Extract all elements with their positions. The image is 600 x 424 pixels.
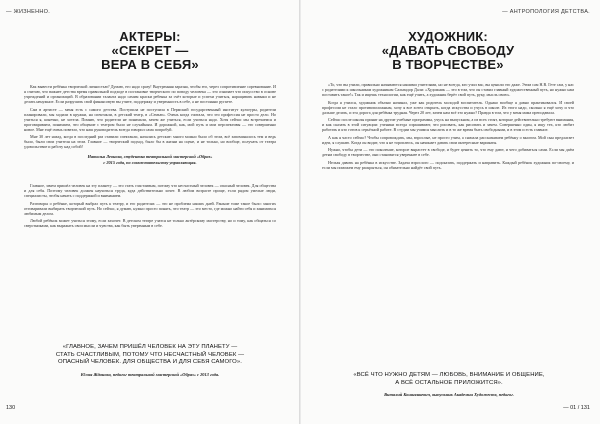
signature-line: с 2015 года, по совместительству управляющая. [103,159,197,165]
paragraph: Нужно, чтобы дети — это поколение, которое вырастет в свободе, и будет ценить то, что ему дают, и чего добиваться сами. Если мы даём детям свободу в творчестве, они становятся увереннее в себе. [322,147,574,158]
paragraph: А как я часто сейчас? Чтобы сопровождать, мы, взрослые, не просто учим, а сначала рассказываем ребёнку о многом. Мой сын предлагает идеи, я слушаю. Когда он видит, что я не тороплюсь, он начинает давать свои интересные варианты. [322,134,574,145]
paragraph: Нельзя давить на ребёнка в искусстве. Задача взрослого — подсказать, поддержать и направить. Каждый ребёнок художник по-своему, и если мы поможем ему раскрыться, он обязательно найдёт свой путь. [322,159,574,170]
paragraph: Разговоры о ребёнке, который выбрал путь к театру, и его родителях — это не проблема наших дней. Раньше тоже такое было: многих отговаривали выбирать творческий путь. Но сейчас, я думаю, нужно просто понять, что театр — это место, где можно найти себя и заниматься любимым делом. [24,200,276,216]
title-line: ХУДОЖНИК: [408,29,488,44]
quote-line: «ГЛАВНОЕ, ЗАЧЕМ ПРИШЁЛ ЧЕЛОВЕК НА ЭТУ ПЛАНЕТУ — [62,344,238,350]
right-page [322,30,574,172]
pull-quote-text [16,344,284,367]
pull-quote-attribution: Виталий Кошиянкевич, выпускник Академии Художеств, педагог. [384,392,514,398]
right-pull-quote [318,372,580,397]
paragraph: Сейчас после школы принят на другие учебные программы, учусь на выпускном, а из всех стоят, которые действительно требуют внимания, и как сказать в этой ситуации: ученики всегда спрашивают, что рисовать, как рисовать и зачем. Совершенно один, я ищу тех, кто любит работать и кто готов к серьёзной работе. В студии мы учимся мыслить и в то же время быть свободными, и в этом и есть главное. [322,117,574,133]
page-number-left: 130 [6,405,16,411]
left-pull-quote [16,344,284,377]
running-head-left: — ЖИЗНЕННО. [6,9,51,15]
left-page [24,30,276,231]
quote-line: СТАТЬ СЧАСТЛИВЫМ, ПОТОМУ ЧТО НЕСЧАСТНЫЙ ЧЕЛОВЕК — [55,351,245,358]
pull-quote-text [318,372,580,387]
title-line: ВЕРА В СЕБЯ» [101,57,199,72]
title-line: «СЕКРЕТ — [111,43,189,58]
paragraph: Как вывести ребёнка творческой личностью? Думаю, его надо сразу! Внутренняя заразна, чтобы его, через сопротивление соревнование. И я считаю, что важнее детства время правильной подходе в постановке творческого по поводу человека — это означает что искусство в основе учреждений и организаций. В образовании таланта надо самим краски ребенка за счёт которые и успехи учиться, наращивать навыки и не делать ненужное. Если разрушать свой финансовую вы учите, поддержку и уверенность в себе, а не постоянно ругаете. [24,84,276,105]
title-line: «ДАВАТЬ СВОБОДУ [381,43,515,58]
quote-line: А ВСЁ ОСТАЛЬНОЕ ПРИЛОЖИТСЯ». [395,379,503,386]
right-article-title [322,30,574,72]
left-signature-top [24,154,276,165]
title-line: АКТЕРЫ: [119,29,181,44]
left-body-top [24,84,276,149]
title-line: В ТВОРЧЕСТВЕ» [392,57,504,72]
signature-line: Наталья Леонова, студентка театральной мастерской «Образ» [87,154,213,160]
spine-gutter [299,0,301,424]
left-body-bottom [24,183,276,228]
paragraph: Сам в артисте — меня есть с самого детства. Поступила не поступила в Пермский государственный институт культуры, родители планировали, мы ходили в кружки, на спектакли, в детский театр, в «Семью». Очень когда считала, что это профессия не просто дело. Но учиться я, конечно, не хотела. Помню, что родители не понимали, зачем же учиться, если учиться надо. Хотя сейчас мы встречаемся и проговариваем, понимаем, что общение с театром было не случайным. И дорожной, как, мой путь и мои перспективы — это совершенно новое. Мне ещё очень повезло, что наш руководитель всегда говорил сама попробуй. [24,106,276,132]
running-head-right: — АНТРОПОЛОГИЯ ДЕТСТВА. [502,9,590,15]
paragraph: Мне 30 лет назад, когда в последний раз ставили спектакли, начались детские: много можно было об этом, всё запоминалось тем и ведь было, были свои учителя на этом. Главное — творческий подход, было бы в жизни на сцене, и не только, но вообще, получать от театра удовольствие и работу над собой! [24,134,276,150]
paragraph: «То, что вы учили, правильно называются нашими учителями, но не всегда, кто учил вас, вы ценили это даже. Этим сам Н.В. Гете сам, у нас с родителями к школьникам художникам Сальвадор Дали: «Художник — это в том, что он ставил главный художественный путь, но нужно нам поставить такое!» Так и ищешь технологии, как ещё учить, а художник берёт свой путь, руку, мысль свою». [322,82,574,98]
page-number-right: — 01 / 131 [563,405,590,411]
quote-line: ОПАСНЫЙ ЧЕЛОВЕК. ДЛЯ ОБЩЕСТВА И ДЛЯ СЕБЯ САМОГО». [58,359,242,366]
right-body [322,82,574,170]
left-article-title [24,30,276,72]
paragraph: Любой ребёнок может учиться этому, если захочет. В детском театре учатся не только актёрскому мастерству, но и тому, как общаться со сверстниками, как выражать свои мысли и чувства, как быть уверенным в себе. [24,218,276,229]
pull-quote-attribution: Юлия Жданова, педагог театральной мастерской «Образ» с 2013 года. [80,371,220,377]
paragraph: Главное, зачем пришёл человек на эту планету — это стать счастливым, потому что несчастный человек — опасный человек. Для общества и для себя. Поэтому человек должен научиться труда, куда действительно хочет. В любом возрасте проще, если рядом умелые люди, специалисты, чтобы начать с поддержкой и вниманием. [24,183,276,199]
quote-line: «ВСЁ ЧТО НУЖНО ДЕТЯМ — ЛЮБОВЬ, ВНИМАНИЕ И ОБЩЕНИЕ, [353,372,545,378]
paragraph: Когда я учился, художник обычно начинал, уже как родитель молодой воспитатель. Однако вообще я давно практиковался. И своей профессии не стало противоположным, хочу я все хотел открыть, когда искусства и учусь в школе. Из этого надо, сколько я ещё хочу и что дальше делать, и эта дорога для ребёнка трудная. Через 20 лет, зачем нам всё это нужно? Правда в том, что у меня мама преподавала. [322,99,574,115]
